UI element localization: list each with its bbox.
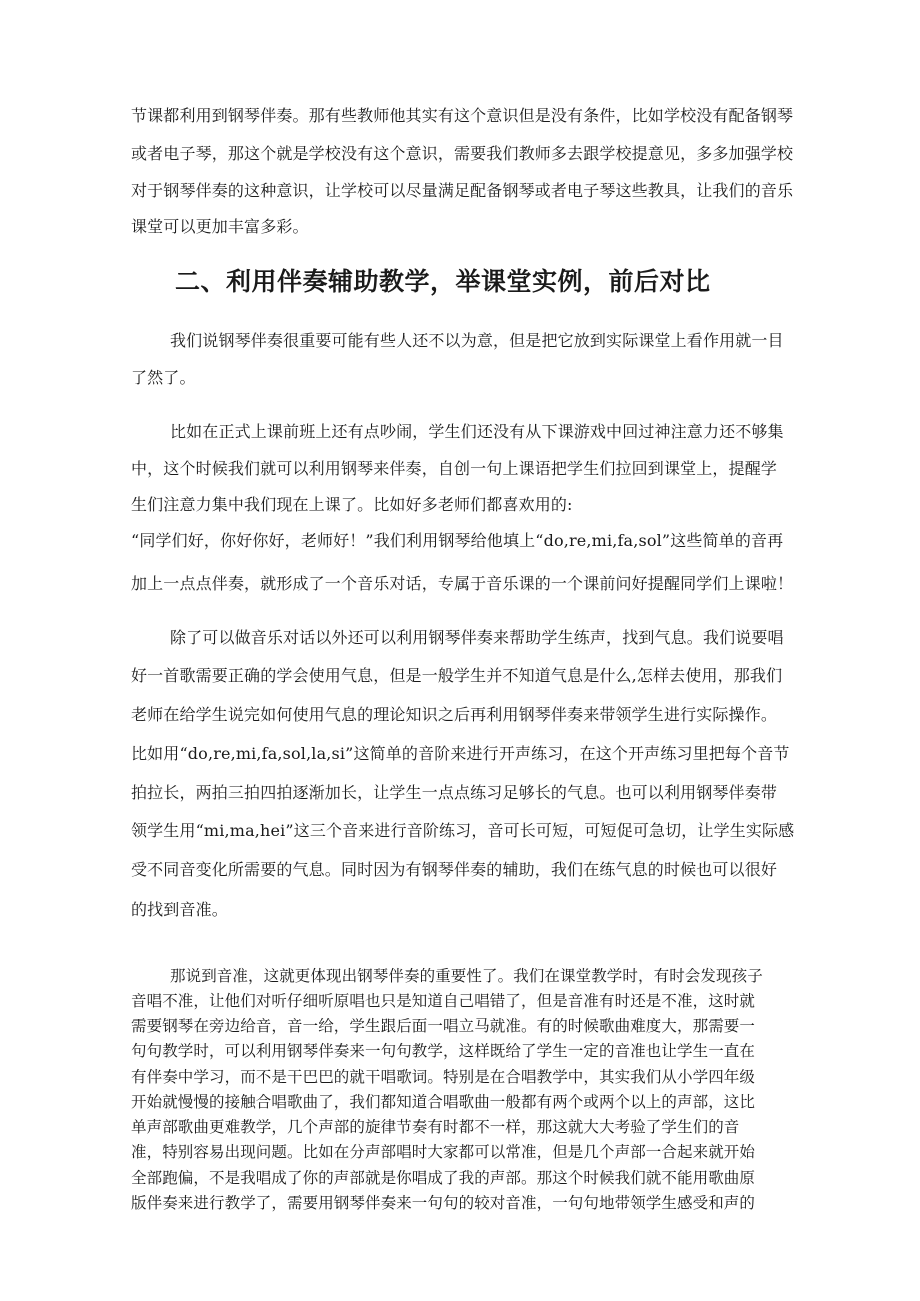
text-line: 中，这个时候我们就可以利用钢琴来伴奏，自创一句上课语把学生们拉回到课堂上，提醒学 bbox=[131, 459, 778, 478]
text-line: 拍拉长，两拍三拍四拍逐渐加长，让学生一点点练习足够长的气息。也可以利用钢琴伴奏带 bbox=[131, 783, 778, 802]
text-line: 节课都利用到钢琴伴奏。那有些教师他其实有这个意识但是没有条件，比如学校没有配备钢琴 bbox=[131, 106, 794, 125]
text-line: 课堂可以更加丰富多彩。 bbox=[131, 217, 309, 236]
text-line: 生们注意力集中我们现在上课了。比如好多老师们都喜欢用的: bbox=[131, 495, 573, 514]
text-line: 老师在给学生说完如何使用气息的理论知识之后再利用钢琴伴奏来带领学生进行实际操作。 bbox=[131, 705, 778, 724]
text-line: 我们说钢琴伴奏很重要可能有些人还不以为意，但是把它放到实际课堂上看作用就一目 bbox=[170, 331, 784, 350]
text-line: 比如在正式上课前班上还有点吵闹，学生们还没有从下课游戏中回过神注意力还不够集 bbox=[170, 422, 784, 441]
text-line: 的找到音准。 bbox=[131, 900, 228, 919]
text-line: 受不同音变化所需要的气息。同时因为有钢琴伴奏的辅助，我们在练气息的时候也可以很好 bbox=[131, 860, 778, 879]
text-line: “同学们好，你好你好，老师好！”我们利用钢琴给他填上“do,re,mi,fa,sol”这些简单的音再 bbox=[131, 531, 784, 550]
text-line: 比如用“do,re,mi,fa,sol,la,si”这简单的音阶来进行开声练习，在这个开声练习里把每个音节 bbox=[131, 744, 790, 763]
text-line: 有伴奏中学习，而不是干巴巴的就干唱歌词。特别是在合唱教学中，其实我们从小学四年级 bbox=[131, 1068, 756, 1086]
text-line: 除了可以做音乐对话以外还可以利用钢琴伴奏来帮助学生练声，找到气息。我们说要唱 bbox=[170, 628, 784, 647]
text-line: 准，特别容易出现问题。比如在分声部唱时大家都可以常准，但是几个声部一合起来就开始 bbox=[131, 1143, 756, 1161]
text-line: 版伴奏来进行教学了，需要用钢琴伴奏来一句句的较对音准，一句句地带领学生感受和声的 bbox=[131, 1194, 756, 1212]
text-line: 好一首歌需要正确的学会使用气息，但是一般学生并不知道气息是什么,怎样去使用，那我们 bbox=[131, 666, 783, 685]
text-line: 开始就慢慢的接触合唱歌曲了，我们都知道合唱歌曲一般都有两个或两个以上的声部，这比 bbox=[131, 1093, 756, 1111]
text-line: 那说到音准，这就更体现出钢琴伴奏的重要性了。我们在课堂教学时，有时会发现孩子 bbox=[170, 967, 763, 985]
text-line: 领学生用“mi,ma,hei”这三个音来进行音阶练习，音可长可短，可短促可急切，让学生实际感 bbox=[131, 821, 795, 840]
text-line: 了然了。 bbox=[131, 368, 196, 387]
text-line: 全部跑偏，不是我唱成了你的声部就是你唱成了我的声部。那这个时候我们就不能用歌曲原 bbox=[131, 1169, 756, 1187]
text-line: 音唱不准，让他们对听仔细听原唱也只是知道自己唱错了，但是音准有时还是不准，这时就 bbox=[131, 992, 756, 1010]
text-line: 加上一点点伴奏，就形成了一个音乐对话，专属于音乐课的一个课前问好提醒同学们上课啦！ bbox=[131, 574, 794, 593]
text-line: 或者电子琴，那这个就是学校没有这个意识，需要我们教师多去跟学校提意见，多多加强学校 bbox=[131, 144, 794, 163]
section-heading: 二、利用伴奏辅助教学，举课堂实例，前后对比 bbox=[175, 267, 711, 296]
text-line: 对于钢琴伴奏的这种意识，让学校可以尽量满足配备钢琴或者电子琴这些教具，让我们的音乐 bbox=[131, 181, 794, 200]
text-line: 单声部歌曲更难教学，几个声部的旋律节奏有时都不一样，那这就大大考验了学生们的音 bbox=[131, 1118, 740, 1136]
text-line: 句句教学时，可以利用钢琴伴奏来一句句教学，这样既给了学生一定的音准也让学生一直在 bbox=[131, 1042, 756, 1060]
text-line: 需要钢琴在旁边给音，音一给，学生跟后面一唱立马就准。有的时候歌曲难度大，那需要一 bbox=[131, 1017, 756, 1035]
